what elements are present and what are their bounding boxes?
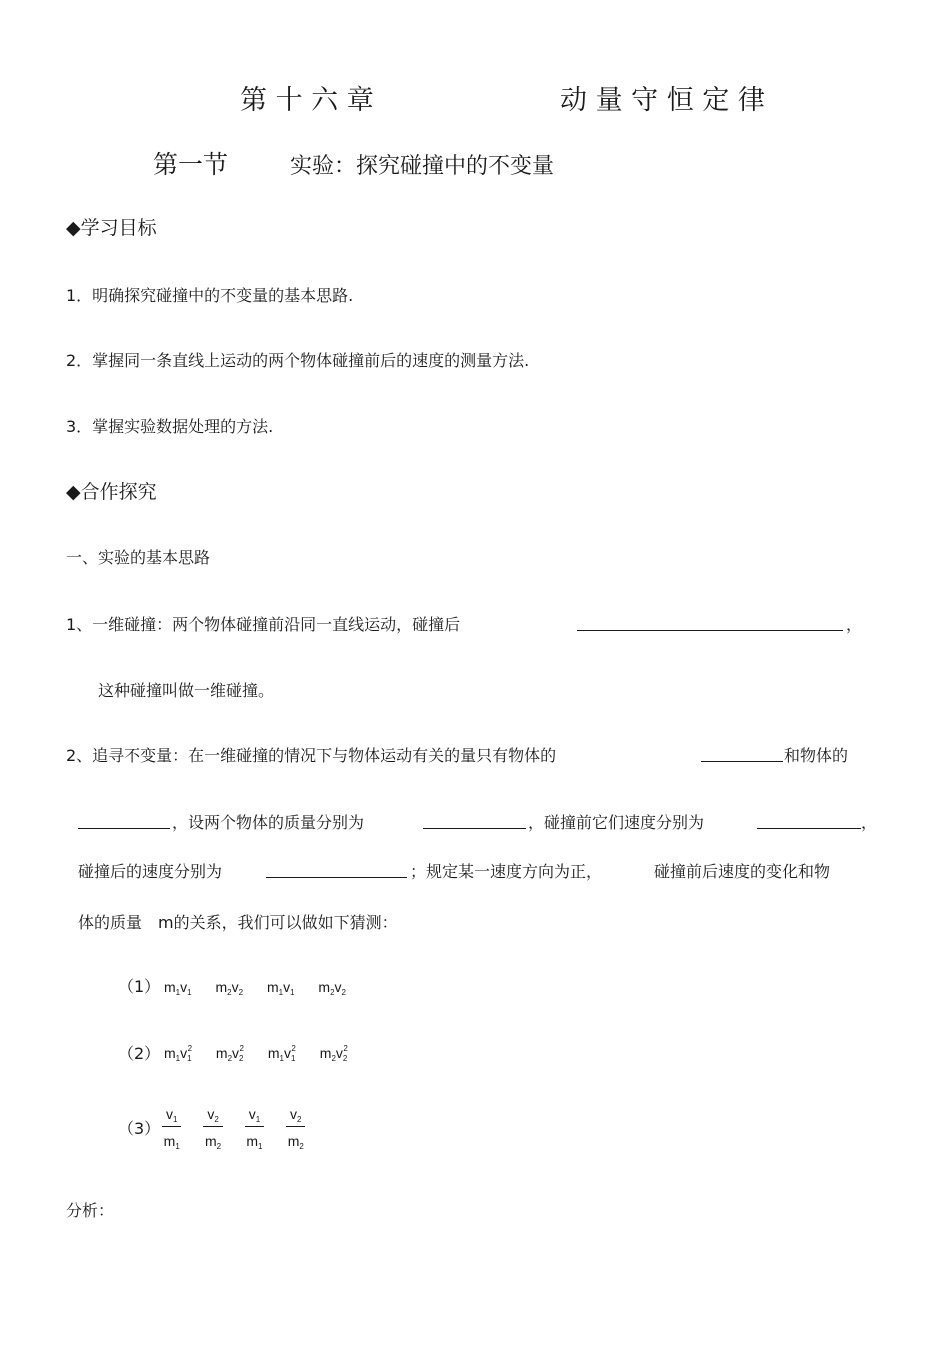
guess-3-formula (162, 1106, 323, 1151)
term-m2v2sq: $m_2v_2^2$ (215, 1044, 244, 1063)
guess-2-formula (164, 1044, 368, 1063)
section-number: 第一节 (153, 150, 229, 179)
q1-comma: ， (846, 615, 863, 634)
guess-3-label: （3） (118, 1119, 161, 1138)
chapter-title-part1: 第 十 六 章 (240, 85, 374, 116)
objective-item-2: 2．掌握同一条直线上运动的两个物体碰撞前后的速度的测量方法. (66, 351, 530, 370)
guess-1-formula (164, 979, 366, 997)
frac-v1-m1-after: $\frac{v_1}{m_1}$ (246, 1106, 263, 1151)
q2-blank-1[interactable] (701, 745, 783, 762)
q2-line3-text: 碰撞后的速度分别为 (78, 862, 223, 881)
q1-line1 (66, 612, 460, 635)
term-m1v1: $m_1v_1$ (164, 979, 192, 997)
term-m1v1-after: $m_1v_1$ (266, 979, 295, 997)
q1-text: 1、一维碰撞：两个物体碰撞前沿同一直线运动，碰撞后 (66, 615, 461, 634)
q2-line2-mid1: ，设两个物体的质量分别为 (172, 813, 365, 832)
explore-heading: ◆合作探究 (66, 481, 157, 503)
q2-blank-2[interactable] (78, 812, 170, 829)
q2-line1-text: 2、追寻不变量：在一维碰撞的情况下与物体运动有关的量只有物体的 (66, 746, 557, 765)
q1-blank[interactable] (577, 614, 843, 631)
term-m2v2: $m_2v_2$ (215, 979, 244, 997)
q2-line2-mid2: ，碰撞前它们速度分别为 (528, 813, 705, 832)
q2-blank-5[interactable] (266, 861, 407, 878)
frac-v2-m2: $\frac{v_2}{m_2}$ (205, 1106, 222, 1151)
q2-line3-after: ；规定某一速度方向为正， (410, 862, 603, 881)
q2-line4: 体的质量 m的关系，我们可以做如下猜测： (78, 913, 398, 932)
q1-line2: 这种碰撞叫做一维碰撞。 (98, 681, 275, 700)
term-m2v2-after: $m_2v_2$ (318, 979, 346, 997)
frac-v1-m1: $\frac{v_1}{m_1}$ (163, 1106, 180, 1151)
q2-line2-end: ， (861, 813, 878, 832)
q2-line1-after: 和物体的 (784, 746, 849, 765)
term-m1v1sq: $m_1v_1^2$ (164, 1044, 193, 1063)
objective-item-1: 1．明确探究碰撞中的不变量的基本思路. (66, 286, 354, 305)
guess-2-label: （2） (118, 1044, 161, 1063)
q2-blank-3[interactable] (423, 812, 526, 829)
analysis-label: 分析： (66, 1201, 115, 1220)
guess-1-label: （1） (118, 977, 161, 996)
frac-v2-m2-after: $\frac{v_2}{m_2}$ (287, 1106, 304, 1151)
chapter-title-part2: 动 量 守 恒 定 律 (560, 85, 765, 116)
q2-line3-tail: 碰撞前后速度的变化和物 (654, 862, 831, 881)
section-title: 实验：探究碰撞中的不变量 (290, 154, 555, 179)
term-m1v1sq-after: $m_1v_1^2$ (267, 1044, 296, 1063)
objectives-heading: ◆学习目标 (66, 217, 157, 239)
term-m2v2sq-after: $m_2v_2^2$ (319, 1044, 348, 1063)
objective-item-3: 3．掌握实验数据处理的方法. (66, 417, 274, 436)
explore-subheading: 一、实验的基本思路 (66, 548, 211, 567)
q2-blank-4[interactable] (757, 812, 861, 829)
